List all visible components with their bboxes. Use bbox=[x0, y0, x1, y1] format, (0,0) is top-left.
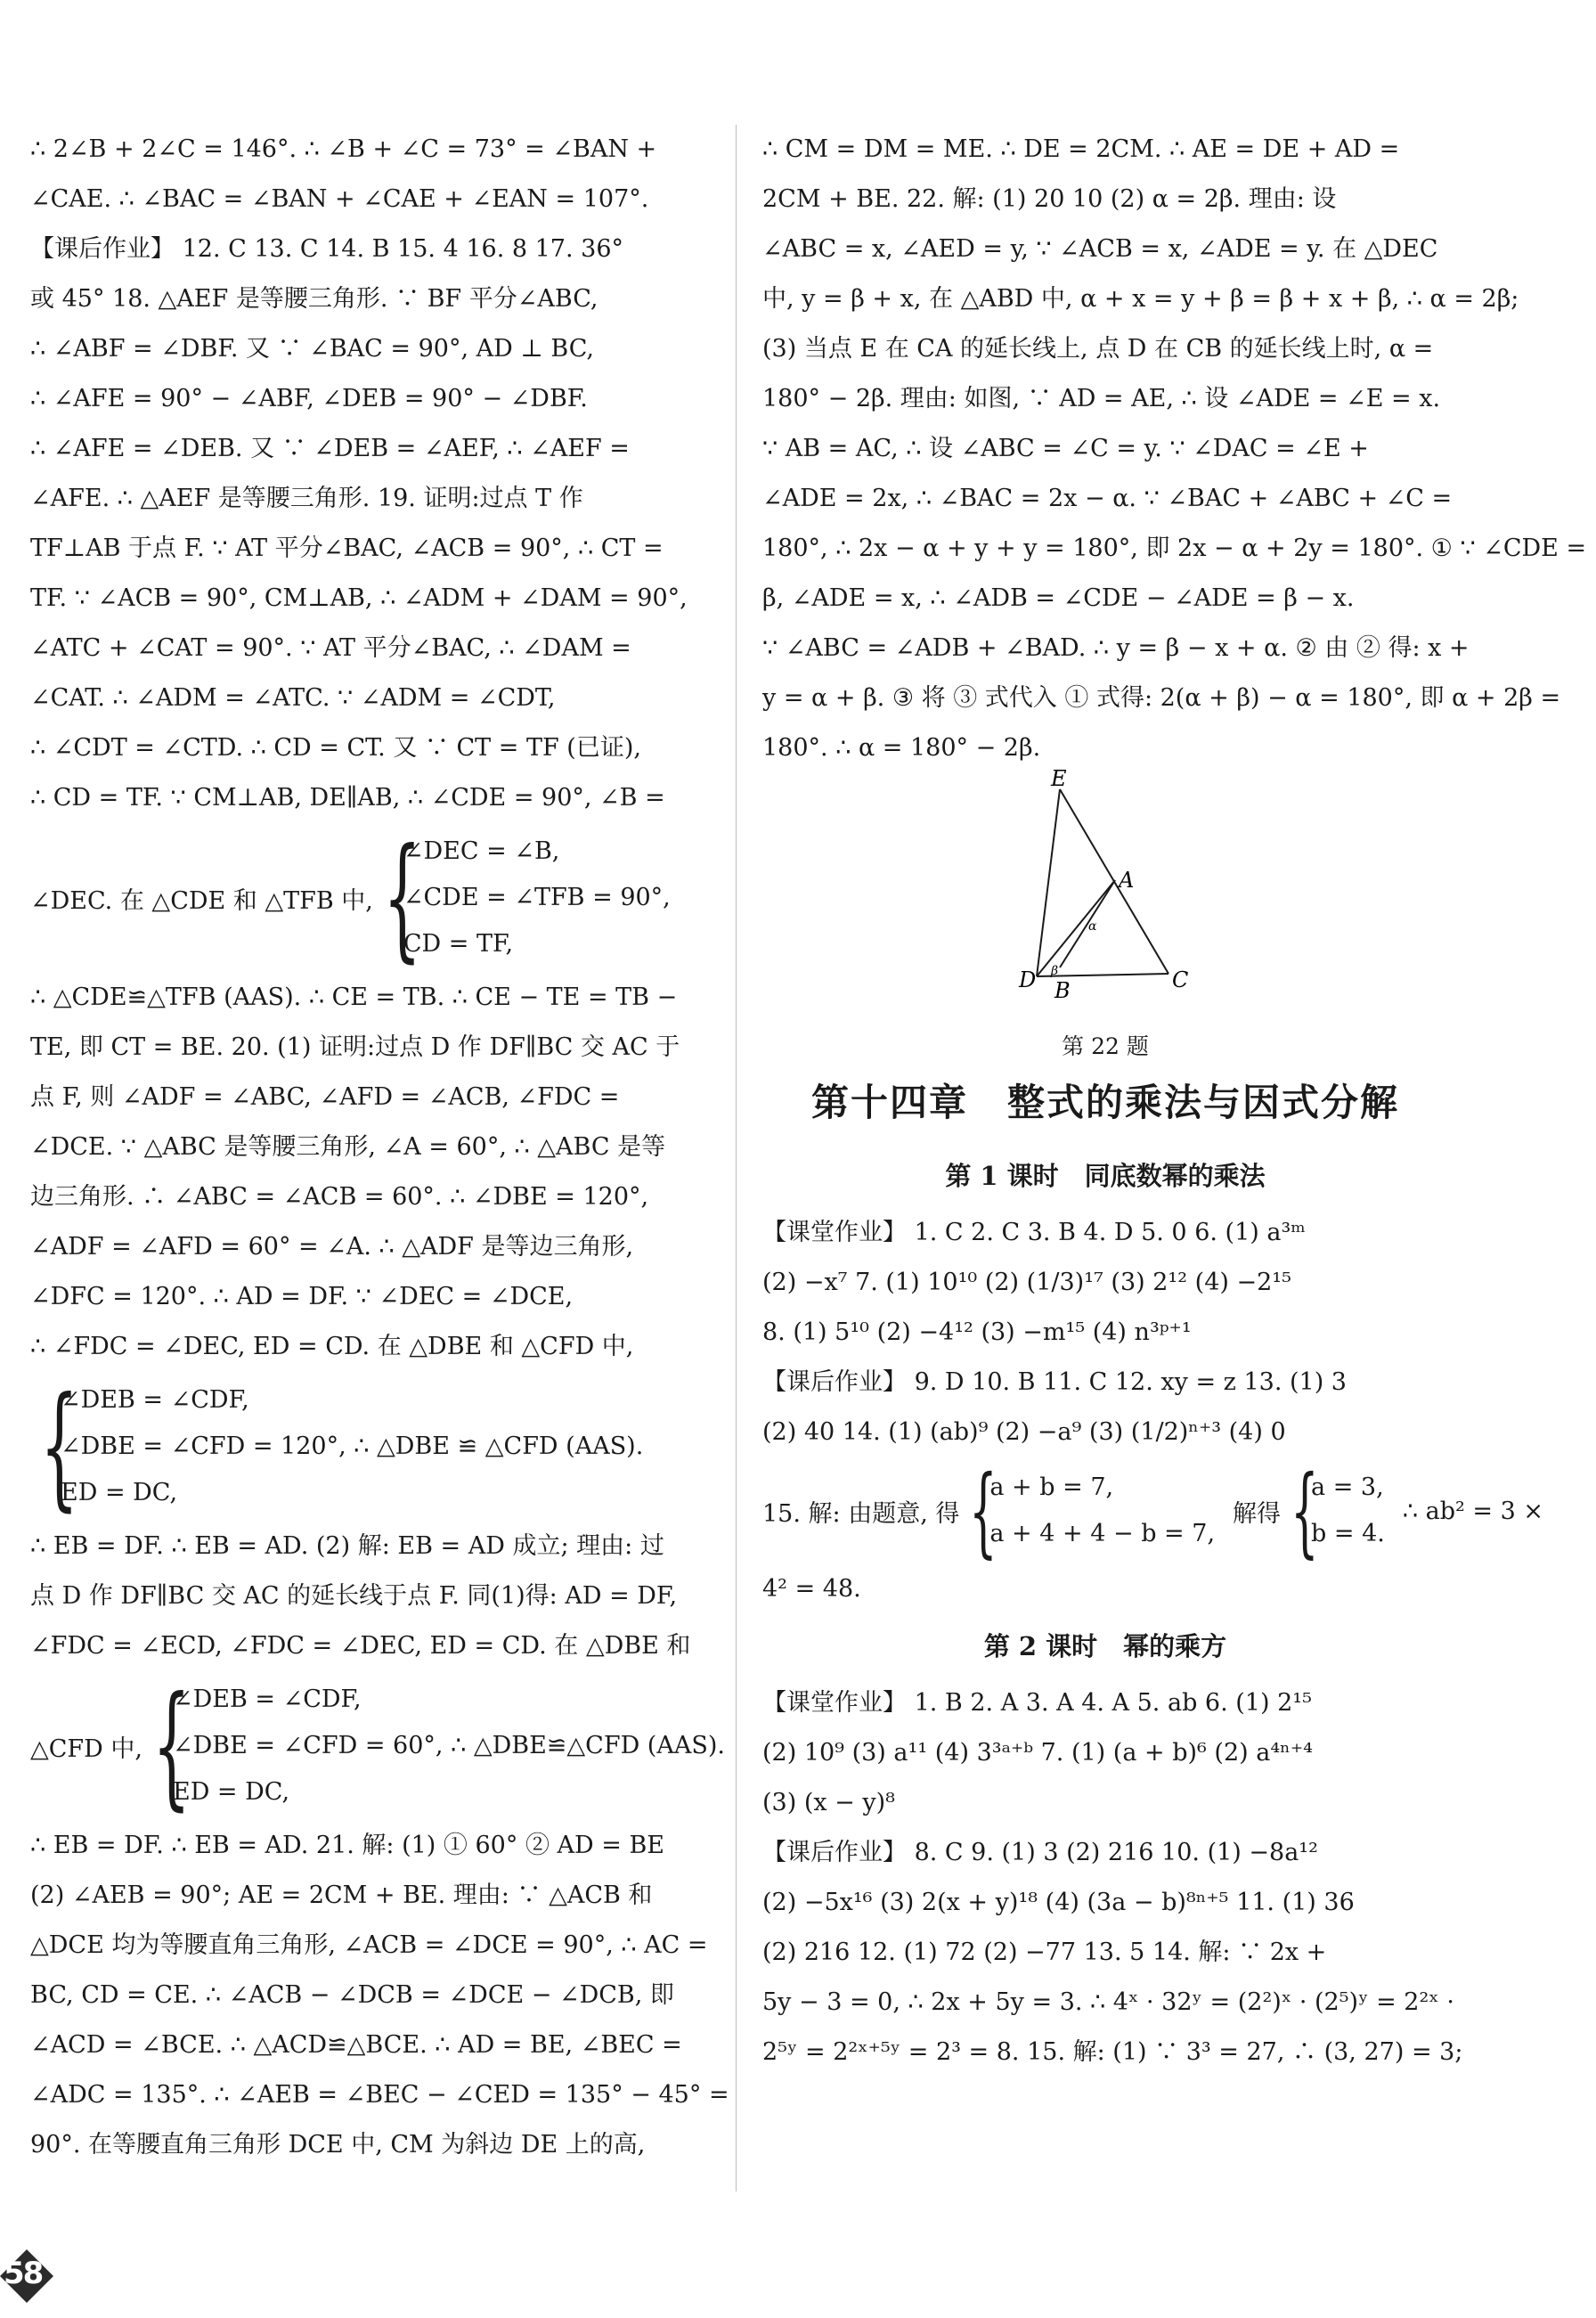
system-row: b = 4. bbox=[1311, 1520, 1385, 1547]
equation-system bbox=[30, 1669, 725, 1824]
label-alpha: α bbox=[1088, 919, 1097, 934]
text-line: TF⊥AB 于点 F. ∵ AT 平分∠BAC, ∠ACB = 90°, ∴ CT = bbox=[30, 535, 664, 562]
text-line: BC, CD = CE. ∴ ∠ACB − ∠DCB = ∠DCE − ∠DCB, 即 bbox=[30, 1981, 674, 2009]
text-line: 90°. 在等腰直角三角形 DCE 中, CM 为斜边 DE 上的高, bbox=[30, 2131, 646, 2159]
system-row: CD = TF, bbox=[403, 930, 514, 958]
solve-word: 解得 bbox=[1233, 1499, 1282, 1528]
text-line: ∴ EB = DF. ∴ EB = AD. (2) 解: EB = AD 成立; 理由: 过 bbox=[30, 1532, 664, 1560]
text-line: ∴ ∠AFE = 90° − ∠ABF, ∠DEB = 90° − ∠DBF. bbox=[30, 385, 588, 412]
text-line: ∠FDC = ∠ECD, ∠FDC = ∠DEC, ED = CD. 在 △DBE 和 bbox=[30, 1632, 691, 1660]
system-row: ∠DEB = ∠CDF, bbox=[172, 1685, 362, 1713]
text-line: △DCE 均为等腰直角三角形, ∠ACB = ∠DCE = 90°, ∴ AC = bbox=[30, 1931, 708, 1959]
text-line: ∴ ∠AFE = ∠DEB. 又 ∵ ∠DEB = ∠AEF, ∴ ∠AEF = bbox=[30, 435, 630, 462]
section-title: 第 2 课时 幂的乘方 bbox=[983, 1631, 1227, 1661]
label-d: D bbox=[1019, 967, 1037, 992]
text-line: 【课后作业】 12. C 13. C 14. B 15. 4 16. 8 17. 36° bbox=[30, 235, 623, 263]
text-line: (2) 216 12. (1) 72 (2) −77 13. 5 14. 解: ∵ 2x + bbox=[762, 1938, 1327, 1966]
segment-ed bbox=[1037, 789, 1060, 976]
text-line: (2) 10⁹ (3) a¹¹ (4) 3³ᵃ⁺ᵇ 7. (1) (a + b)⁶ (2) a⁴ⁿ⁺⁴ bbox=[762, 1739, 1313, 1767]
text-line: ∴ EB = DF. ∴ EB = AD. 21. 解: (1) ① 60° ② AD = BE bbox=[30, 1832, 665, 1859]
system-row: a + b = 7, bbox=[989, 1473, 1114, 1501]
text-line: ∠AFE. ∴ △AEF 是等腰三角形. 19. 证明:过点 T 作 bbox=[30, 485, 583, 512]
system-row: ED = DC, bbox=[172, 1778, 290, 1806]
text-line: (2) 40 14. (1) (ab)⁹ (2) −a⁹ (3) (1/2)ⁿ⁺³ (4) 0 bbox=[762, 1418, 1286, 1446]
system-lead: △CFD 中, bbox=[30, 1734, 142, 1763]
left-column bbox=[30, 125, 729, 2170]
text-line: 点 F, 则 ∠ADF = ∠ABC, ∠AFD = ∠ACB, ∠FDC = bbox=[30, 1083, 620, 1111]
system-lead: 15. 解: 由题意, 得 bbox=[762, 1499, 960, 1528]
system-row: a = 3, bbox=[1311, 1473, 1384, 1501]
text-line: ∠DCE. ∵ △ABC 是等腰三角形, ∠A = 60°, ∴ △ABC 是等 bbox=[30, 1133, 666, 1161]
text-line: ∠CAT. ∴ ∠ADM = ∠ATC. ∵ ∠ADM = ∠CDT, bbox=[30, 684, 556, 712]
text-line: ∠CAE. ∴ ∠BAC = ∠BAN + ∠CAE + ∠EAN = 107°. bbox=[30, 185, 649, 213]
segment-da bbox=[1037, 880, 1115, 976]
system-lead: ∠DEC. 在 △CDE 和 △TFB 中, bbox=[30, 886, 373, 915]
text-line: 【课堂作业】 1. C 2. C 3. B 4. D 5. 0 6. (1) a³ᵐ bbox=[762, 1219, 1306, 1246]
label-a: A bbox=[1119, 868, 1135, 893]
column-divider bbox=[736, 125, 737, 2191]
text-line: ∵ AB = AC, ∴ 设 ∠ABC = ∠C = y. ∵ ∠DAC = ∠E + bbox=[762, 435, 1369, 462]
brace-symbol: { bbox=[383, 820, 421, 975]
text-line: 180°. ∴ α = 180° − 2β. bbox=[762, 734, 1041, 762]
text-line: 【课后作业】 8. C 9. (1) 3 (2) 216 10. (1) −8a¹² bbox=[762, 1839, 1318, 1866]
system-row: ∠DBE = ∠CFD = 60°, ∴ △DBE≌△CFD (AAS). bbox=[172, 1732, 725, 1759]
system-tail: ∴ ab² = 3 × bbox=[1402, 1497, 1544, 1525]
label-c: C bbox=[1172, 967, 1189, 992]
brace-symbol: { bbox=[969, 1454, 998, 1568]
text-line: ∠ADC = 135°. ∴ ∠AEB = ∠BEC − ∠CED = 135° − 45° = bbox=[30, 2081, 729, 2109]
system-row: ∠DEC = ∠B, bbox=[403, 837, 560, 865]
text-line: 8. (1) 5¹⁰ (2) −4¹² (3) −m¹⁵ (4) n³ᵖ⁺¹ bbox=[762, 1318, 1192, 1346]
text-line: (2) −x⁷ 7. (1) 10¹⁰ (2) (1/3)¹⁷ (3) 2¹² (4) −2¹⁵ bbox=[762, 1269, 1291, 1296]
text-line: 点 D 作 DF∥BC 交 AC 的延长线于点 F. 同(1)得: AD = DF, bbox=[30, 1582, 678, 1610]
text-line: 【课堂作业】 1. B 2. A 3. A 4. A 5. ab 6. (1) 2¹⁵ bbox=[762, 1689, 1312, 1717]
text-line: 边三角形. ∴ ∠ABC = ∠ACB = 60°. ∴ ∠DBE = 120°, bbox=[30, 1183, 649, 1211]
text-line: ∴ 2∠B + 2∠C = 146°. ∴ ∠B + ∠C = 73° = ∠BAN + bbox=[30, 135, 657, 163]
text-line: 或 45° 18. △AEF 是等腰三角形. ∵ BF 平分∠ABC, bbox=[30, 285, 598, 313]
text-line: (2) −5x¹⁶ (3) 2(x + y)¹⁸ (4) (3a − b)⁸ⁿ⁺⁵ 11. (1) 36 bbox=[762, 1889, 1355, 1916]
text-line: 中, y = β + x, 在 △ABD 中, α + x = y + β = β + x + β, ∴ α = 2β; bbox=[762, 285, 1519, 313]
brace-symbol: { bbox=[1291, 1454, 1319, 1568]
right-column bbox=[762, 125, 1587, 2077]
label-e: E bbox=[1051, 766, 1067, 791]
text-line: 2CM + BE. 22. 解: (1) 20 10 (2) α = 2β. 理由: 设 bbox=[762, 185, 1337, 213]
text-line: ∵ ∠ABC = ∠ADB + ∠BAD. ∴ y = β − x + α. ② 由 ② 得: x + bbox=[762, 634, 1470, 662]
text-line: 2⁵ʸ = 2²ˣ⁺⁵ʸ = 2³ = 8. 15. 解: (1) ∵ 3³ = 27, ∴ (3, 27) = 3; bbox=[762, 2038, 1463, 2066]
text-line: ∠ACD = ∠BCE. ∴ △ACD≌△BCE. ∴ AD = BE, ∠BEC = bbox=[30, 2031, 682, 2059]
triangle-diagram bbox=[1019, 766, 1208, 1005]
text-line: ∠DFC = 120°. ∴ AD = DF. ∵ ∠DEC = ∠DCE, bbox=[30, 1283, 574, 1310]
brace-symbol: { bbox=[152, 1669, 191, 1824]
text-line: (2) ∠AEB = 90°; AE = 2CM + BE. 理由: ∵ △ACB 和 bbox=[30, 1881, 653, 1909]
system-row: ∠CDE = ∠TFB = 90°, bbox=[403, 884, 671, 911]
system-row: ∠DBE = ∠CFD = 120°, ∴ △DBE ≌ △CFD (AAS). bbox=[61, 1432, 644, 1460]
text-line: 180°, ∴ 2x − α + y + y = 180°, 即 2x − α + 2y = 180°. ① ∵ ∠CDE = bbox=[762, 535, 1587, 562]
text-line: (3) (x − y)⁸ bbox=[762, 1789, 895, 1816]
system-row: a + 4 + 4 − b = 7, bbox=[989, 1520, 1216, 1547]
page-number: 58 bbox=[4, 2256, 43, 2291]
text-line: y = α + β. ③ 将 ③ 式代入 ① 式得: 2(α + β) − α = 180°, 即 α + 2β = bbox=[762, 684, 1561, 712]
system-row: ∠DEB = ∠CDF, bbox=[61, 1386, 249, 1414]
text-line: β, ∠ADE = x, ∴ ∠ADB = ∠CDE − ∠ADE = β − x. bbox=[762, 584, 1355, 612]
text-line: 4² = 48. bbox=[762, 1575, 861, 1603]
text-line: ∴ ∠FDC = ∠DEC, ED = CD. 在 △DBE 和 △CFD 中, bbox=[30, 1333, 634, 1360]
segment-ab bbox=[1060, 880, 1115, 967]
text-line: TE, 即 CT = BE. 20. (1) 证明:过点 D 作 DF∥BC 交 AC 于 bbox=[30, 1033, 680, 1061]
equation-system bbox=[30, 1369, 716, 1524]
text-line: ∴ ∠ABF = ∠DBF. 又 ∵ ∠BAC = 90°, AD ⊥ BC, bbox=[30, 335, 594, 363]
text-line: 180° − 2β. 理由: 如图, ∵ AD = AE, ∴ 设 ∠ADE = ∠E = x. bbox=[762, 385, 1441, 412]
section-title: 第 1 课时 同底数幂的乘法 bbox=[945, 1161, 1266, 1191]
text-line: (3) 当点 E 在 CA 的延长线上, 点 D 在 CB 的延长线上时, α = bbox=[762, 335, 1434, 363]
text-line: ∠ADE = 2x, ∴ ∠BAC = 2x − α. ∵ ∠BAC + ∠ABC + ∠C = bbox=[762, 485, 1453, 512]
text-line: 【课后作业】 9. D 10. B 11. C 12. xy = z 13. (1) 3 bbox=[762, 1368, 1347, 1396]
text-line: ∴ ∠CDT = ∠CTD. ∴ CD = CT. 又 ∵ CT = TF (已证), bbox=[30, 734, 641, 762]
equation-system bbox=[30, 820, 716, 975]
figure-caption: 第 22 题 bbox=[1062, 1033, 1149, 1059]
text-line: 5y − 3 = 0, ∴ 2x + 5y = 3. ∴ 4ˣ · 32ʸ = (2²)ˣ · (2⁵)ʸ = 2²ˣ · bbox=[762, 1988, 1454, 2016]
text-line: ∠ABC = x, ∠AED = y, ∵ ∠ACB = x, ∠ADE = y. 在 △DEC bbox=[762, 235, 1438, 263]
label-b: B bbox=[1054, 978, 1071, 1003]
text-line: ∠ADF = ∠AFD = 60° = ∠A. ∴ △ADF 是等边三角形, bbox=[30, 1233, 634, 1261]
text-line: ∠ATC + ∠CAT = 90°. ∵ AT 平分∠BAC, ∴ ∠DAM = bbox=[30, 634, 631, 662]
brace-symbol: { bbox=[40, 1369, 79, 1524]
geometry-figure bbox=[762, 766, 1448, 1032]
equation-system bbox=[762, 1454, 1544, 1568]
chapter-title: 第十四章 整式的乘法与因式分解 bbox=[810, 1081, 1399, 1124]
text-line: TF. ∵ ∠ACB = 90°, CM⊥AB, ∴ ∠ADM + ∠DAM = 90°, bbox=[30, 584, 688, 612]
text-line: ∴ △CDE≌△TFB (AAS). ∴ CE = TB. ∴ CE − TE = TB − bbox=[30, 984, 678, 1011]
system-row: ED = DC, bbox=[61, 1479, 178, 1506]
text-line: ∴ CD = TF. ∵ CM⊥AB, DE∥AB, ∴ ∠CDE = 90°, ∠B = bbox=[30, 784, 665, 812]
label-beta: β bbox=[1051, 964, 1059, 978]
text-line: ∴ CM = DM = ME. ∴ DE = 2CM. ∴ AE = DE + AD = bbox=[762, 135, 1400, 163]
